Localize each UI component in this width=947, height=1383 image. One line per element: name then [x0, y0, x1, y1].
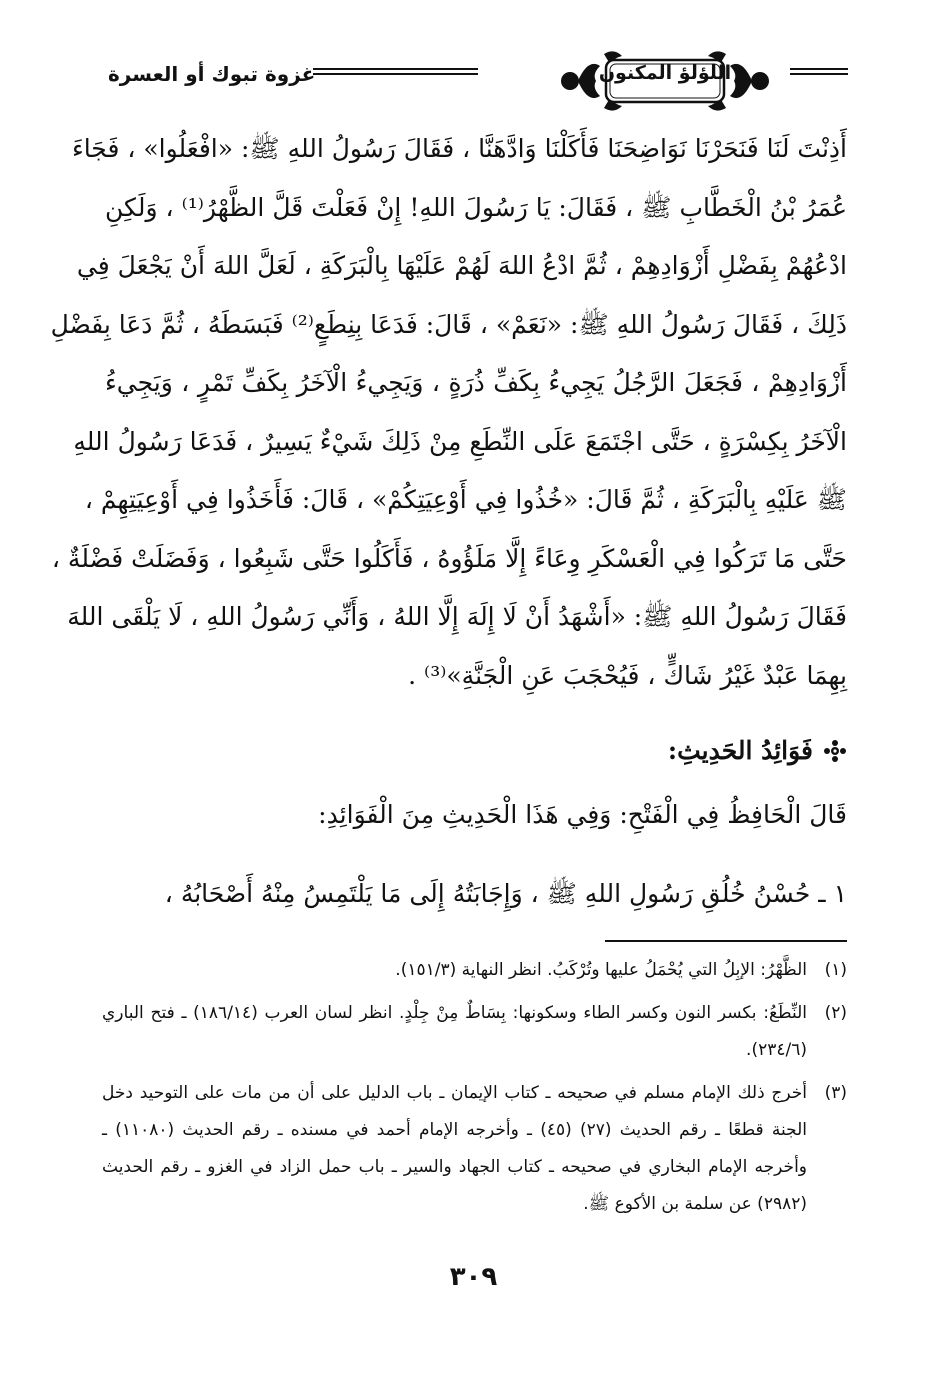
- text-line: ادْعُهُمْ بِفَضْلِ أَزْوَادِهِمْ ، ثُمَّ ادْعُ اللهَ لَهُمْ عَلَيْهَا بِالْبَرَكَةِ ، لَعَلَّ اللهَ أَنْ يَجْعَلَ فِي: [76, 251, 847, 280]
- text-line: الْآخَرُ بِكِسْرَةٍ ، حَتَّى اجْتَمَعَ عَلَى النِّطَعِ مِنْ ذَلِكَ شَيْءٌ يَسِيرٌ ، فَدَعَا رَسُولُ اللهِ: [73, 426, 847, 456]
- text-line: بِهِمَا عَبْدٌ غَيْرُ شَاكٍّ ، فَيُحْجَبَ عَنِ الْجَنَّةِ»⁽³⁾ .: [408, 660, 847, 690]
- footnote-2: [102, 995, 847, 1069]
- text-line: أَزْوَادِهِمْ ، فَجَعَلَ الرَّجُلُ يَجِيءُ بِكَفِّ ذُرَةٍ ، وَيَجِيءُ الْآخَرُ بِكَفِّ تَمْرٍ ، وَيَجِيءُ: [105, 368, 847, 397]
- footnote-1: [102, 952, 847, 989]
- footnote-3: [102, 1075, 847, 1223]
- page-header: [108, 44, 848, 118]
- chapter-title: غزوة تبوك أو العسرة: [108, 62, 316, 86]
- text-line: ﷺ عَلَيْهِ بِالْبَرَكَةِ ، ثُمَّ قَالَ: «خُذُوا فِي أَوْعِيَتِكُمْ» ، قَالَ: فَأَخَذُوا فِي أَوْعِيَتِهِمْ ،: [84, 485, 847, 514]
- benefit-item-1: ١ ـ حُسْنُ خُلُقِ رَسُولِ اللهِ ﷺ ، وَإِجَابَتُهُ إِلَى مَا يَلْتَمِسُ مِنْهُ أَصْحَابُهُ ،: [164, 879, 847, 908]
- text-line: أَذِنْتَ لَنَا فَنَحَرْنَا نَوَاضِحَنَا فَأَكَلْنَا وَادَّهَنَّا ، فَقَالَ رَسُولُ اللهِ ﷺ: «افْعَلُوا» ، فَجَاءَ: [71, 134, 847, 163]
- header-rule-left: [313, 68, 478, 80]
- footnote-text: الظَّهْرُ: الإبِلُ التي يُحْمَلُ عليها وتُرْكَبُ. انظر النهاية (١٥١/٣).: [395, 960, 807, 980]
- text-line: ذَلِكَ ، فَقَالَ رَسُولُ اللهِ ﷺ: «نَعَمْ» ، قَالَ: فَدَعَا بِنِطَعٍ⁽²⁾ فَبَسَطَهُ ، ثُمَّ دَعَا بِفَضْلِ: [50, 309, 847, 339]
- section-heading: [668, 736, 847, 765]
- header-rule-right: [790, 68, 848, 80]
- footnote-number: (١): [824, 960, 847, 980]
- footnotes: [102, 952, 847, 1229]
- footnote-number: (٢): [824, 1003, 847, 1023]
- section-heading-text: فَوَائِدُ الحَدِيثِ:: [667, 736, 813, 765]
- text-line: عُمَرُ بْنُ الْخَطَّابِ ﷺ ، فَقَالَ: يَا رَسُولَ اللهِ! إِنْ فَعَلْتَ قَلَّ الظَّهْرُ⁽¹⁾ ، وَلَكِنِ: [105, 192, 847, 222]
- section-intro: قَالَ الْحَافِظُ فِي الْفَتْحِ: وَفِي هَذَا الْحَدِيثِ مِنَ الْفَوَائِدِ:: [318, 800, 847, 829]
- footnote-text: النِّطَعُ: بكسر النون وكسر الطاء وسكونها: بِسَاطٌ مِنْ جِلْدٍ. انظر لسان العرب (١٨٦/١٤) ـ فتح الباري (٢٣٤/٦).: [102, 1003, 807, 1060]
- page-number: ٣٠٩: [449, 1262, 498, 1292]
- header-emblem: [556, 44, 774, 118]
- footnote-text: أخرج ذلك الإمام مسلم في صحيحه ـ كتاب الإيمان ـ باب الدليل على أن من مات على التوحيد دخل الجنة قطعًا ـ رقم الحديث (٢٧) (٤٥) ـ وأخرجه الإمام أحمد في مسنده ـ رقم الحديث (١١٠٨٠) ـ وأخرجه الإمام البخاري في صحيحه ـ كتاب الجهاد والسير ـ باب حمل الزاد في الغزو ـ رقم الحديث (٢٩٨٢) عن سلمة بن الأكوع ﷺ.: [102, 1083, 807, 1214]
- footnote-number: (٣): [824, 1083, 847, 1103]
- text-line: فَقَالَ رَسُولُ اللهِ ﷺ: «أَشْهَدُ أَنْ لَا إِلَهَ إِلَّا اللهُ ، وَأَنِّي رَسُولُ اللهِ ، لَا يَلْقَى اللهَ: [67, 602, 847, 631]
- footnote-divider: [605, 940, 847, 942]
- book-title: اللؤلؤ المكنون: [598, 62, 732, 84]
- main-text: [50, 120, 847, 705]
- ornament-flower-icon: [823, 739, 847, 763]
- text-line: حَتَّى مَا تَرَكُوا فِي الْعَسْكَرِ وِعَاءً إِلَّا مَلَؤُوهُ ، فَأَكَلُوا حَتَّى شَبِعُوا ، وَفَضَلَتْ فَضْلَةٌ ،: [51, 543, 847, 573]
